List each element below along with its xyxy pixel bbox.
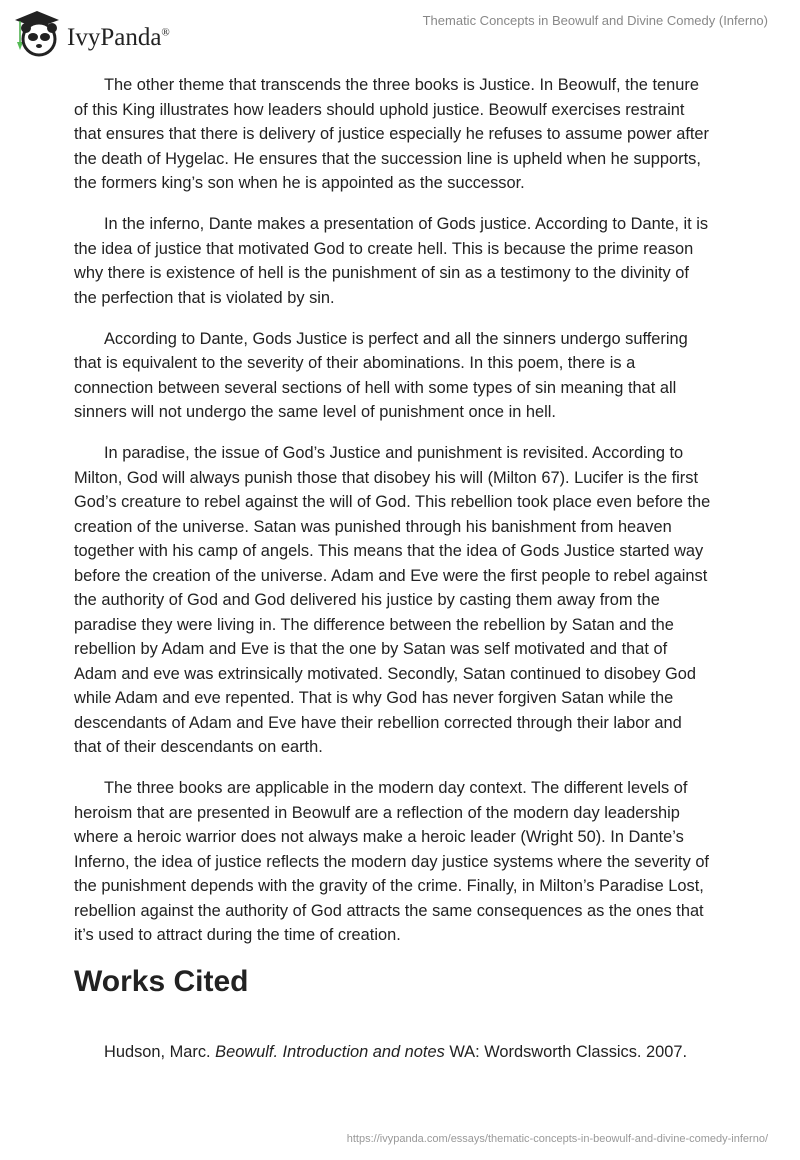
- essay-paragraph: [74, 327, 734, 425]
- paragraph-line: According to Dante, Gods Justice is perfect and all the sinners undergo suffering: [104, 329, 688, 348]
- citation-title: Beowulf. Introduction and notes: [215, 1043, 445, 1061]
- paragraph-line: God’s creature to rebel against the will of God. This rebellion took place even before the: [74, 493, 711, 511]
- paragraph-line: before the creation of the universe. Adam and Eve were the first people to rebel against: [74, 566, 708, 585]
- paragraph-line: The other theme that transcends the three books is Justice. In Beowulf, the tenure: [104, 76, 699, 94]
- citation-author: Hudson, Marc.: [104, 1043, 216, 1061]
- paragraph-line: paradise they were living in. The difference between the rebellion by Satan and the: [74, 615, 674, 634]
- citation-publisher: WA: Wordsworth Classics. 2007.: [444, 1043, 688, 1061]
- paragraph-line: that is equivalent to the severity of their abominations. In this poem, there is a: [74, 354, 636, 372]
- essay-body: [74, 73, 734, 1065]
- paragraph-line: together with his camp of angels. This means that the idea of Gods Justice started way: [74, 542, 704, 560]
- essay-paragraph: [74, 441, 734, 760]
- essay-paragraph: [74, 73, 734, 196]
- essay-paragraph: [74, 776, 734, 948]
- panda-graduate-icon: [12, 8, 62, 58]
- paragraph-line: the punishment depends with the gravity of the crime. Finally, in Milton’s Paradise Lost,: [74, 877, 704, 895]
- paragraph-line: creation of the universe. Satan was punished through his banishment from heaven: [74, 517, 672, 536]
- source-url[interactable]: https://ivypanda.com/essays/thematic-concepts-in-beowulf-and-divine-comedy-inferno/: [346, 1133, 768, 1145]
- paragraph-line: Inferno, the idea of justice reflects the modern day justice systems where the severity of: [74, 852, 709, 871]
- paragraph-line: heroism that are presented in Beowulf are a reflection of the modern day leadership: [74, 803, 680, 822]
- paragraph-line: rebellion by Adam and Eve is that the one by Satan was self motivated and that of: [74, 640, 668, 658]
- paragraph-line: the authority of God and God delivered his justice by casting them away from the: [74, 591, 660, 609]
- citation-entry: [104, 1040, 734, 1065]
- paragraph-line: descendants of Adam and Eve have their rebellion corrected through their labor and: [74, 713, 682, 732]
- paragraph-line: the death of Hygelac. He ensures that the succession line is upheld when he supports,: [74, 149, 701, 168]
- paragraph-line: sinners will not undergo the same level of punishment once in hell.: [74, 403, 556, 421]
- document-title: Thematic Concepts in Beowulf and Divine Comedy (Inferno): [422, 13, 768, 28]
- paragraph-line: while Adam and eve repented. That is why God has never forgiven Satan while the: [74, 689, 674, 707]
- paragraph-line: why there is existence of hell is the punishment of sin as a testimony to the divinity of: [74, 264, 689, 282]
- paragraph-line: it’s used to attract during the time of creation.: [74, 926, 401, 944]
- paragraph-line: In paradise, the issue of God’s Justice and punishment is revisited. According to: [104, 444, 684, 462]
- paragraph-line: The three books are applicable in the modern day context. The different levels of: [104, 779, 688, 797]
- logo-text: IvyPanda®: [67, 24, 170, 51]
- paragraph-line: In the inferno, Dante makes a presentation of Gods justice. According to Dante, it is: [104, 215, 709, 233]
- paragraph-line: where a heroic warrior does not always make a heroic leader (Wright 50). In Dante’s: [74, 828, 684, 846]
- ivypanda-logo[interactable]: [12, 8, 170, 58]
- paragraph-line: rebellion against the authority of God attracts the same consequences as the ones that: [74, 901, 704, 920]
- paragraph-line: the idea of justice that motivated God to create hell. This is because the prime reason: [74, 239, 694, 258]
- works-cited-heading: Works Cited: [74, 965, 249, 998]
- paragraph-line: that ensures that there is delivery of justice especially he refuses to assume power after: [74, 125, 710, 143]
- essay-paragraph: [74, 212, 734, 310]
- paragraph-line: of this King illustrates how leaders should uphold justice. Beowulf exercises restraint: [74, 100, 685, 119]
- paragraph-line: the formers king’s son when he is appointed as the successor.: [74, 174, 525, 192]
- paragraph-line: the perfection that is violated by sin.: [74, 288, 335, 307]
- paragraph-line: Milton, God will always punish those that disobey his will (Milton 67). Lucifer is the first: [74, 468, 699, 487]
- essay-paragraphs: [74, 73, 734, 948]
- paragraph-line: that of their descendants on earth.: [74, 738, 323, 756]
- paragraph-line: connection between several sections of hell with some types of sin meaning that all: [74, 378, 677, 397]
- paragraph-line: Adam and eve was extrinsically motivated. Secondly, Satan continued to disobey God: [74, 664, 696, 683]
